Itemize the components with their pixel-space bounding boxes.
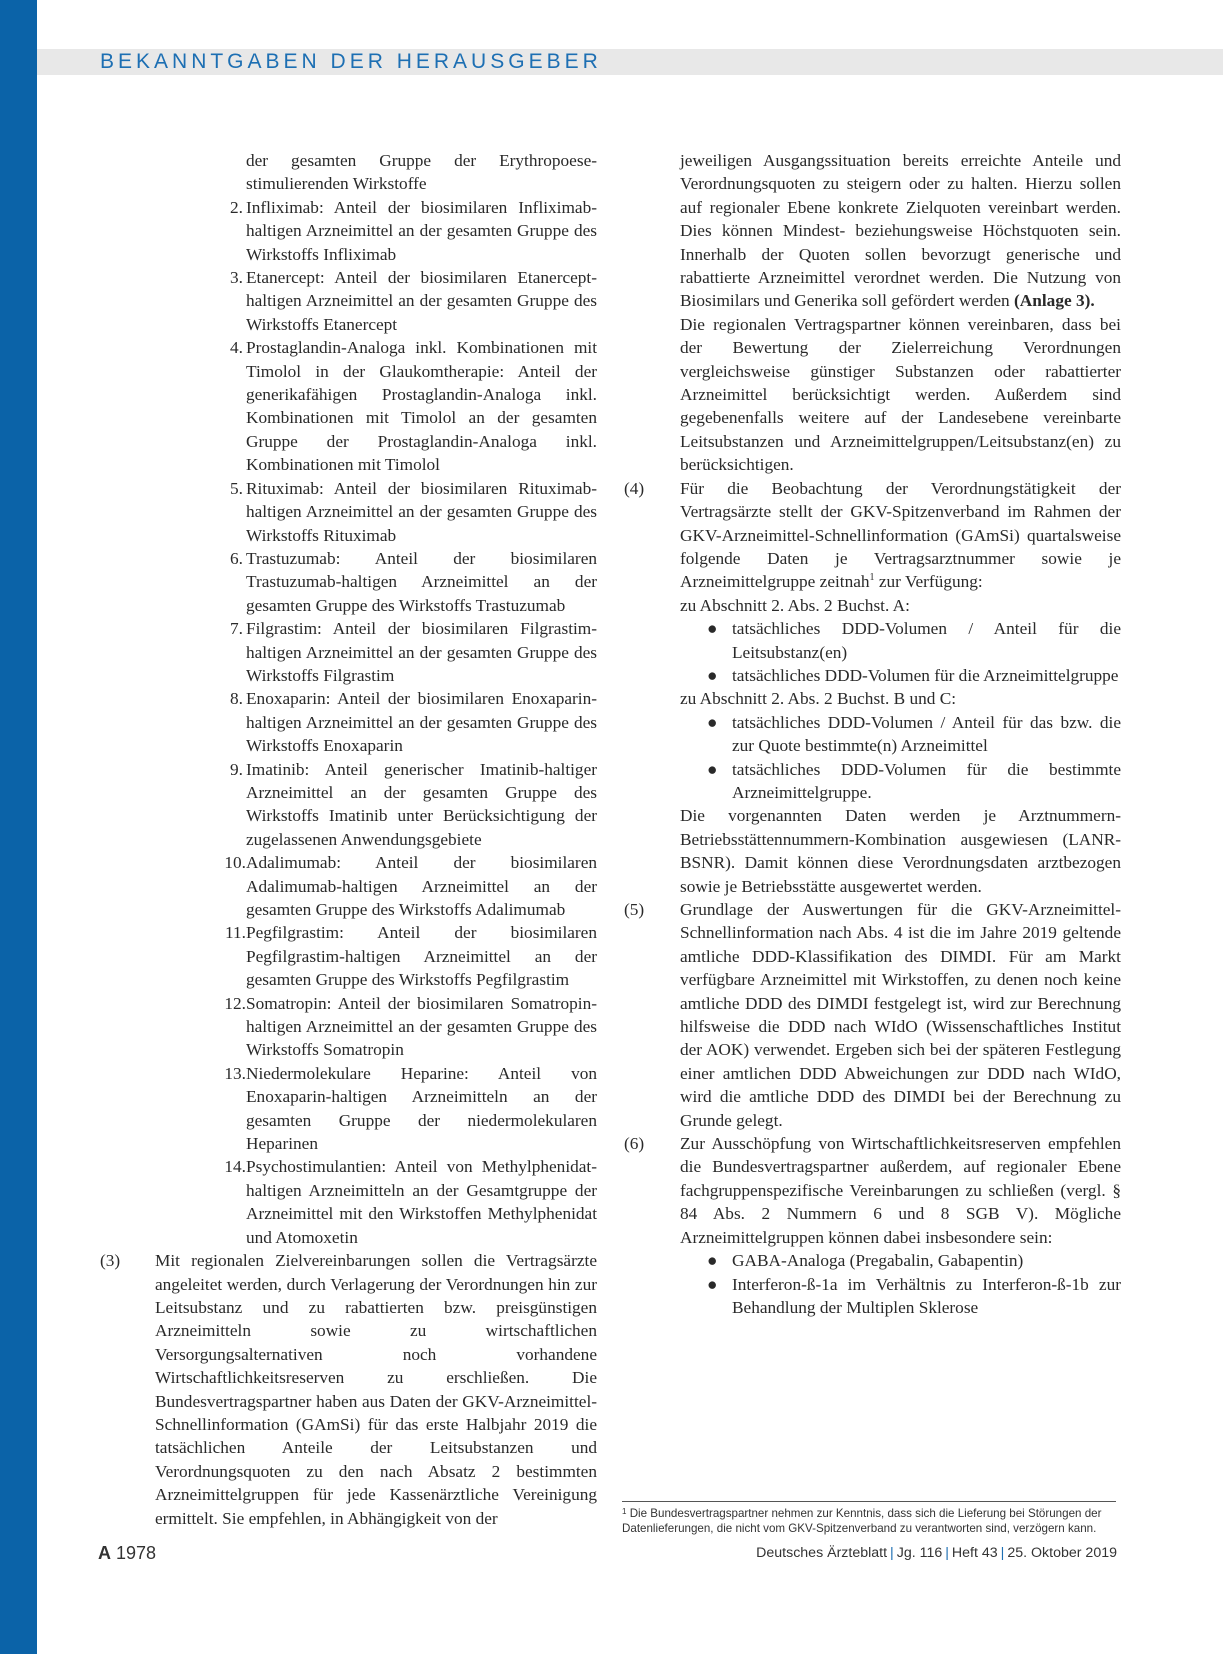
section-label: (4) xyxy=(624,478,645,498)
list-item-text: Etanercept: Anteil der biosimilaren Etanercept-haltigen Arzneimittel an der gesamten Gruppe des Wirkstoffs Etanercept xyxy=(246,268,597,334)
list-item-number: 3. xyxy=(230,268,243,288)
list-item-text: Imatinib: Anteil generischer Imatinib-haltiger Arzneimittel an der gesamten Gruppe des Wirkstoffs Imatinib unter Berücksichtigung der zugelassenen Anwendungsgebiete xyxy=(246,759,597,849)
bullet-item xyxy=(624,711,1121,758)
list-item-number: 7. xyxy=(230,619,243,639)
bullet-text: tatsächliches DDD-Volumen / Anteil für das bzw. die zur Quote bestimmte(n) Arzneimittel xyxy=(732,712,1121,756)
list-item-number: 5. xyxy=(230,478,243,498)
bullet-text: tatsächliches DDD-Volumen / Anteil für die Leitsubstanz(en) xyxy=(732,619,1121,662)
subheading: zu Abschnitt 2. Abs. 2 Buchst. A: xyxy=(680,595,910,615)
journal-date: 25. Oktober 2019 xyxy=(1007,1545,1117,1561)
section-label: (6) xyxy=(624,1134,645,1154)
bullet-item xyxy=(624,664,1121,687)
section-text: Zur Ausschöpfung von Wirtschaftlichkeitsreserven empfehlen die Bundesvertragspartner außerdem, auf regionaler Ebene fachgruppenspezifische Vereinbarungen zu schließen (vergl. § 84 Abs. 2 Nummern 6 und 8 SGB V). Mögliche Arzneimittelgruppen können dabei insbesondere sein: xyxy=(680,1134,1121,1247)
list-item xyxy=(100,477,597,547)
section-5 xyxy=(624,898,1121,1132)
bullet-item xyxy=(624,1249,1121,1272)
separator: | xyxy=(890,1545,894,1561)
section-text: Für die Beobachtung der Verordnungstätigkeit der Vertragsärzte stellt der GKV-Spitzenverband im Rahmen der GKV-Arzneimittel-Schnellinformation (GAmSi) quartalsweise folgende Daten je Vertragsarztnummer sowie je Arzneimittelgruppe zeitnah xyxy=(680,478,1121,592)
list-item xyxy=(100,547,597,617)
journal-issue: Heft 43 xyxy=(951,1545,998,1561)
list-item-number: 13. xyxy=(224,1063,246,1083)
section-label: (5) xyxy=(624,900,645,919)
section-6 xyxy=(624,1132,1121,1249)
bullet-icon: ● xyxy=(707,665,718,685)
list-item xyxy=(100,1062,597,1156)
page-prefix: A xyxy=(98,1543,111,1563)
bullet-item xyxy=(624,617,1121,664)
page-number-value: 1978 xyxy=(116,1543,157,1563)
separator: | xyxy=(1000,1545,1005,1561)
section-heading: BEKANNTGABEN DER HERAUSGEBER xyxy=(100,50,602,73)
footnote-number: 1 xyxy=(622,1507,627,1516)
list-item xyxy=(100,266,597,336)
bullet-text: tatsächliches DDD-Volumen für die bestimmte Arzneimittelgruppe. xyxy=(732,759,1121,802)
bullet-icon: ● xyxy=(707,619,718,639)
page-number xyxy=(98,1543,156,1564)
list-item-text: Pegfilgrastim: Anteil der biosimilaren Pegfilgrastim-haltigen Arzneimittel an der gesamten Gruppe des Wirkstoffs Pegfilgrastim xyxy=(246,923,597,990)
right-column xyxy=(624,149,1121,1319)
list-item-number: 8. xyxy=(230,689,243,709)
section-3 xyxy=(100,1249,597,1530)
list-item-number: 9. xyxy=(230,759,243,779)
list-item-text: Psychostimulantien: Anteil von Methylphenidat-haltigen Arzneimitteln an der Gesamtgruppe der Arzneimittel mit den Wirkstoffen Methylphenidat und Atomoxetin xyxy=(246,1157,597,1247)
list-item-text: Adalimumab: Anteil der biosimilaren Adalimumab-haltigen Arzneimittel an der gesamten Gruppe des Wirkstoffs Adalimumab xyxy=(246,853,597,919)
footnote-marker: 1 xyxy=(869,572,875,584)
list-item xyxy=(100,851,597,921)
paragraph-continuation xyxy=(624,149,1121,313)
bullet-item xyxy=(624,1273,1121,1320)
list-item-text: Niedermolekulare Heparine: Anteil von Enoxaparin-haltigen Arzneimitteln an der gesamten Gruppe der niedermolekularen Heparinen xyxy=(246,1063,597,1154)
section-4 xyxy=(624,477,1121,594)
list-item-number: 10. xyxy=(224,853,246,873)
list-item-number: 4. xyxy=(230,338,243,358)
section-text: Grundlage der Auswertungen für die GKV-Arzneimittel-Schnellinformation nach Abs. 4 ist die im Jahre 2019 geltende amtliche DDD-Klassifikation des DIMDI. Für am Markt verfügbare Arzneimittel mit Wirkstoffen, zu denen noch keine amtliche DDD des DIMDI festgelegt ist, wird zur Berechnung hilfsweise die DDD nach WIdO (Wissenschaftliches Institut der AOK) verwendet. Ergeben sich bei der späteren Festlegung einer amtlichen DDD Abweichungen zur DDD nach WIdO, wird die amtliche DDD des DIMDI bei der Berechnung zu Grunde gelegt. xyxy=(680,900,1121,1130)
list-continuation: der gesamten Gruppe der Erythropoese-stimulierenden Wirkstoffe xyxy=(246,151,597,194)
annex-reference: (Anlage 3). xyxy=(1014,291,1095,311)
bullet-icon: ● xyxy=(707,759,718,779)
list-item-text: Prostaglandin-Analoga inkl. Kombinationen mit Timolol in der Glaukomtherapie: Anteil der generikafähigen Prostaglandin-Analoga inkl. Kombinationen mit Timolol an der gesamten Gruppe der Prostaglandin-Analoga inkl. Kombinationen mit Timolol xyxy=(246,338,597,475)
bullet-text: Interferon-ß-1a im Verhältnis zu Interferon-ß-1b zur Behandlung der Multiplen Sklerose xyxy=(732,1274,1121,1317)
list-item-number: 14. xyxy=(224,1157,246,1177)
list-item-text: Rituximab: Anteil der biosimilaren Rituximab-haltigen Arzneimittel an der gesamten Gruppe des Wirkstoffs Rituximab xyxy=(246,478,597,545)
list-item-number: 12. xyxy=(224,993,246,1013)
footnote-divider xyxy=(622,1501,1116,1502)
paragraph: Die regionalen Vertragspartner können vereinbaren, dass bei der Bewertung der Zielerreichung Verordnungen vergleichsweise günstiger Substanzen oder rabattierter Arzneimittel berücksichtigt werden. Außerdem sind gegebenenfalls weitere auf der Landesebene vereinbarte Leitsubstanzen und Arzneimittelgruppen/Leitsubstanz(en) zu berücksichtigen. xyxy=(680,314,1121,475)
section-text: Mit regionalen Zielvereinbarungen sollen die Vertragsärzte angeleitet werden, durch Verlagerung der Verordnungen hin zur Leitsubstanz und zu rabattierten bzw. preisgünstigen Arzneimitteln sowie zu wirtschaftlichen Versorgungsalternativen noch vorhandene Wirtschaftlichkeitsreserven zu erschließen. Die Bundesvertragspartner haben aus Daten der GKV-Arzneimittel-Schnellinformation (GAmSi) für das erste Halbjahr 2019 die tatsächlichen Anteile der Leitsubstanzen und Verordnungsquoten zu den nach Absatz 2 bestimmten Arzneimittelgruppen für jede Kassenärztliche Vereinigung ermittelt. Sie empfehlen, in Abhängigkeit von der xyxy=(155,1251,597,1528)
list-item xyxy=(100,758,597,852)
paragraph-text: jeweiligen Ausgangssituation bereits erreichte Anteile und Verordnungsquoten zu steigern oder zu halten. Hierzu sollen auf regionaler Ebene konkrete Zielquoten vereinbart werden. Dies können Mindest- beziehungsweise Höchstquoten sein. Innerhalb der Quoten sollen bevorzugt generische und rabattierte Arzneimittel verordnet werden. Die Nutzung von Biosimilars und Generika soll gefördert werden xyxy=(680,151,1121,311)
list-item-text: Filgrastim: Anteil der biosimilaren Filgrastim-haltigen Arzneimittel an der gesamten Gruppe des Wirkstoffs Filgrastim xyxy=(246,619,597,685)
bullet-icon: ● xyxy=(707,1274,718,1294)
list-item xyxy=(100,196,597,266)
bullet-icon: ● xyxy=(707,712,718,732)
left-column xyxy=(100,149,597,1530)
list-item xyxy=(100,617,597,687)
list-item-number: 11. xyxy=(225,923,246,943)
bullet-icon: ● xyxy=(707,1251,718,1271)
sidebar-stripe xyxy=(0,0,37,1654)
list-item-number: 2. xyxy=(230,197,243,217)
list-item-number: 6. xyxy=(230,548,243,568)
list-item xyxy=(100,921,597,991)
separator: | xyxy=(945,1545,949,1561)
list-item-text: Somatropin: Anteil der biosimilaren Somatropin-haltigen Arzneimittel an der gesamten Gruppe des Wirkstoffs Somatropin xyxy=(246,993,597,1060)
journal-name: Deutsches Ärzteblatt xyxy=(756,1545,888,1561)
journal-volume: Jg. 116 xyxy=(896,1545,943,1561)
bullet-text: GABA-Analoga (Pregabalin, Gabapentin) xyxy=(732,1251,1024,1271)
list-item xyxy=(100,992,597,1062)
list-item xyxy=(100,687,597,757)
paragraph: Die vorgenannten Daten werden je Arztnummern-Betriebsstättennummern-Kombination ausgewiesen (LANR-BSNR). Damit können diese Verordnungsdaten arztbezogen sowie je Betriebsstätte ausgewertet werden. xyxy=(680,806,1121,896)
list-item-text: Infliximab: Anteil der biosimilaren Infliximab-haltigen Arzneimittel an der gesamten Gruppe des Wirkstoffs Infliximab xyxy=(246,197,597,264)
list-item xyxy=(100,336,597,476)
footnote xyxy=(622,1504,1118,1536)
journal-footer xyxy=(756,1545,1117,1561)
section-label: (3) xyxy=(100,1251,121,1271)
subheading: zu Abschnitt 2. Abs. 2 Buchst. B und C: xyxy=(680,689,957,709)
bullet-item xyxy=(624,758,1121,805)
list-item-text: Enoxaparin: Anteil der biosimilaren Enoxaparin-haltigen Arzneimittel an der gesamten Gruppe des Wirkstoffs Enoxaparin xyxy=(246,689,597,756)
footnote-text: Die Bundesvertragspartner nehmen zur Kenntnis, dass sich die Lieferung bei Störungen der Datenlieferungen, die nicht vom GKV-Spitzenverband zu verantworten sind, verzögern kann. xyxy=(622,1507,1102,1535)
bullet-text: tatsächliches DDD-Volumen für die Arzneimittelgruppe xyxy=(732,665,1119,685)
section-text-end: zur Verfügung: xyxy=(874,572,983,592)
list-item-text: Trastuzumab: Anteil der biosimilaren Trastuzumab-haltigen Arzneimittel an der gesamten Gruppe des Wirkstoffs Trastuzumab xyxy=(246,548,597,615)
list-item xyxy=(100,1155,597,1249)
